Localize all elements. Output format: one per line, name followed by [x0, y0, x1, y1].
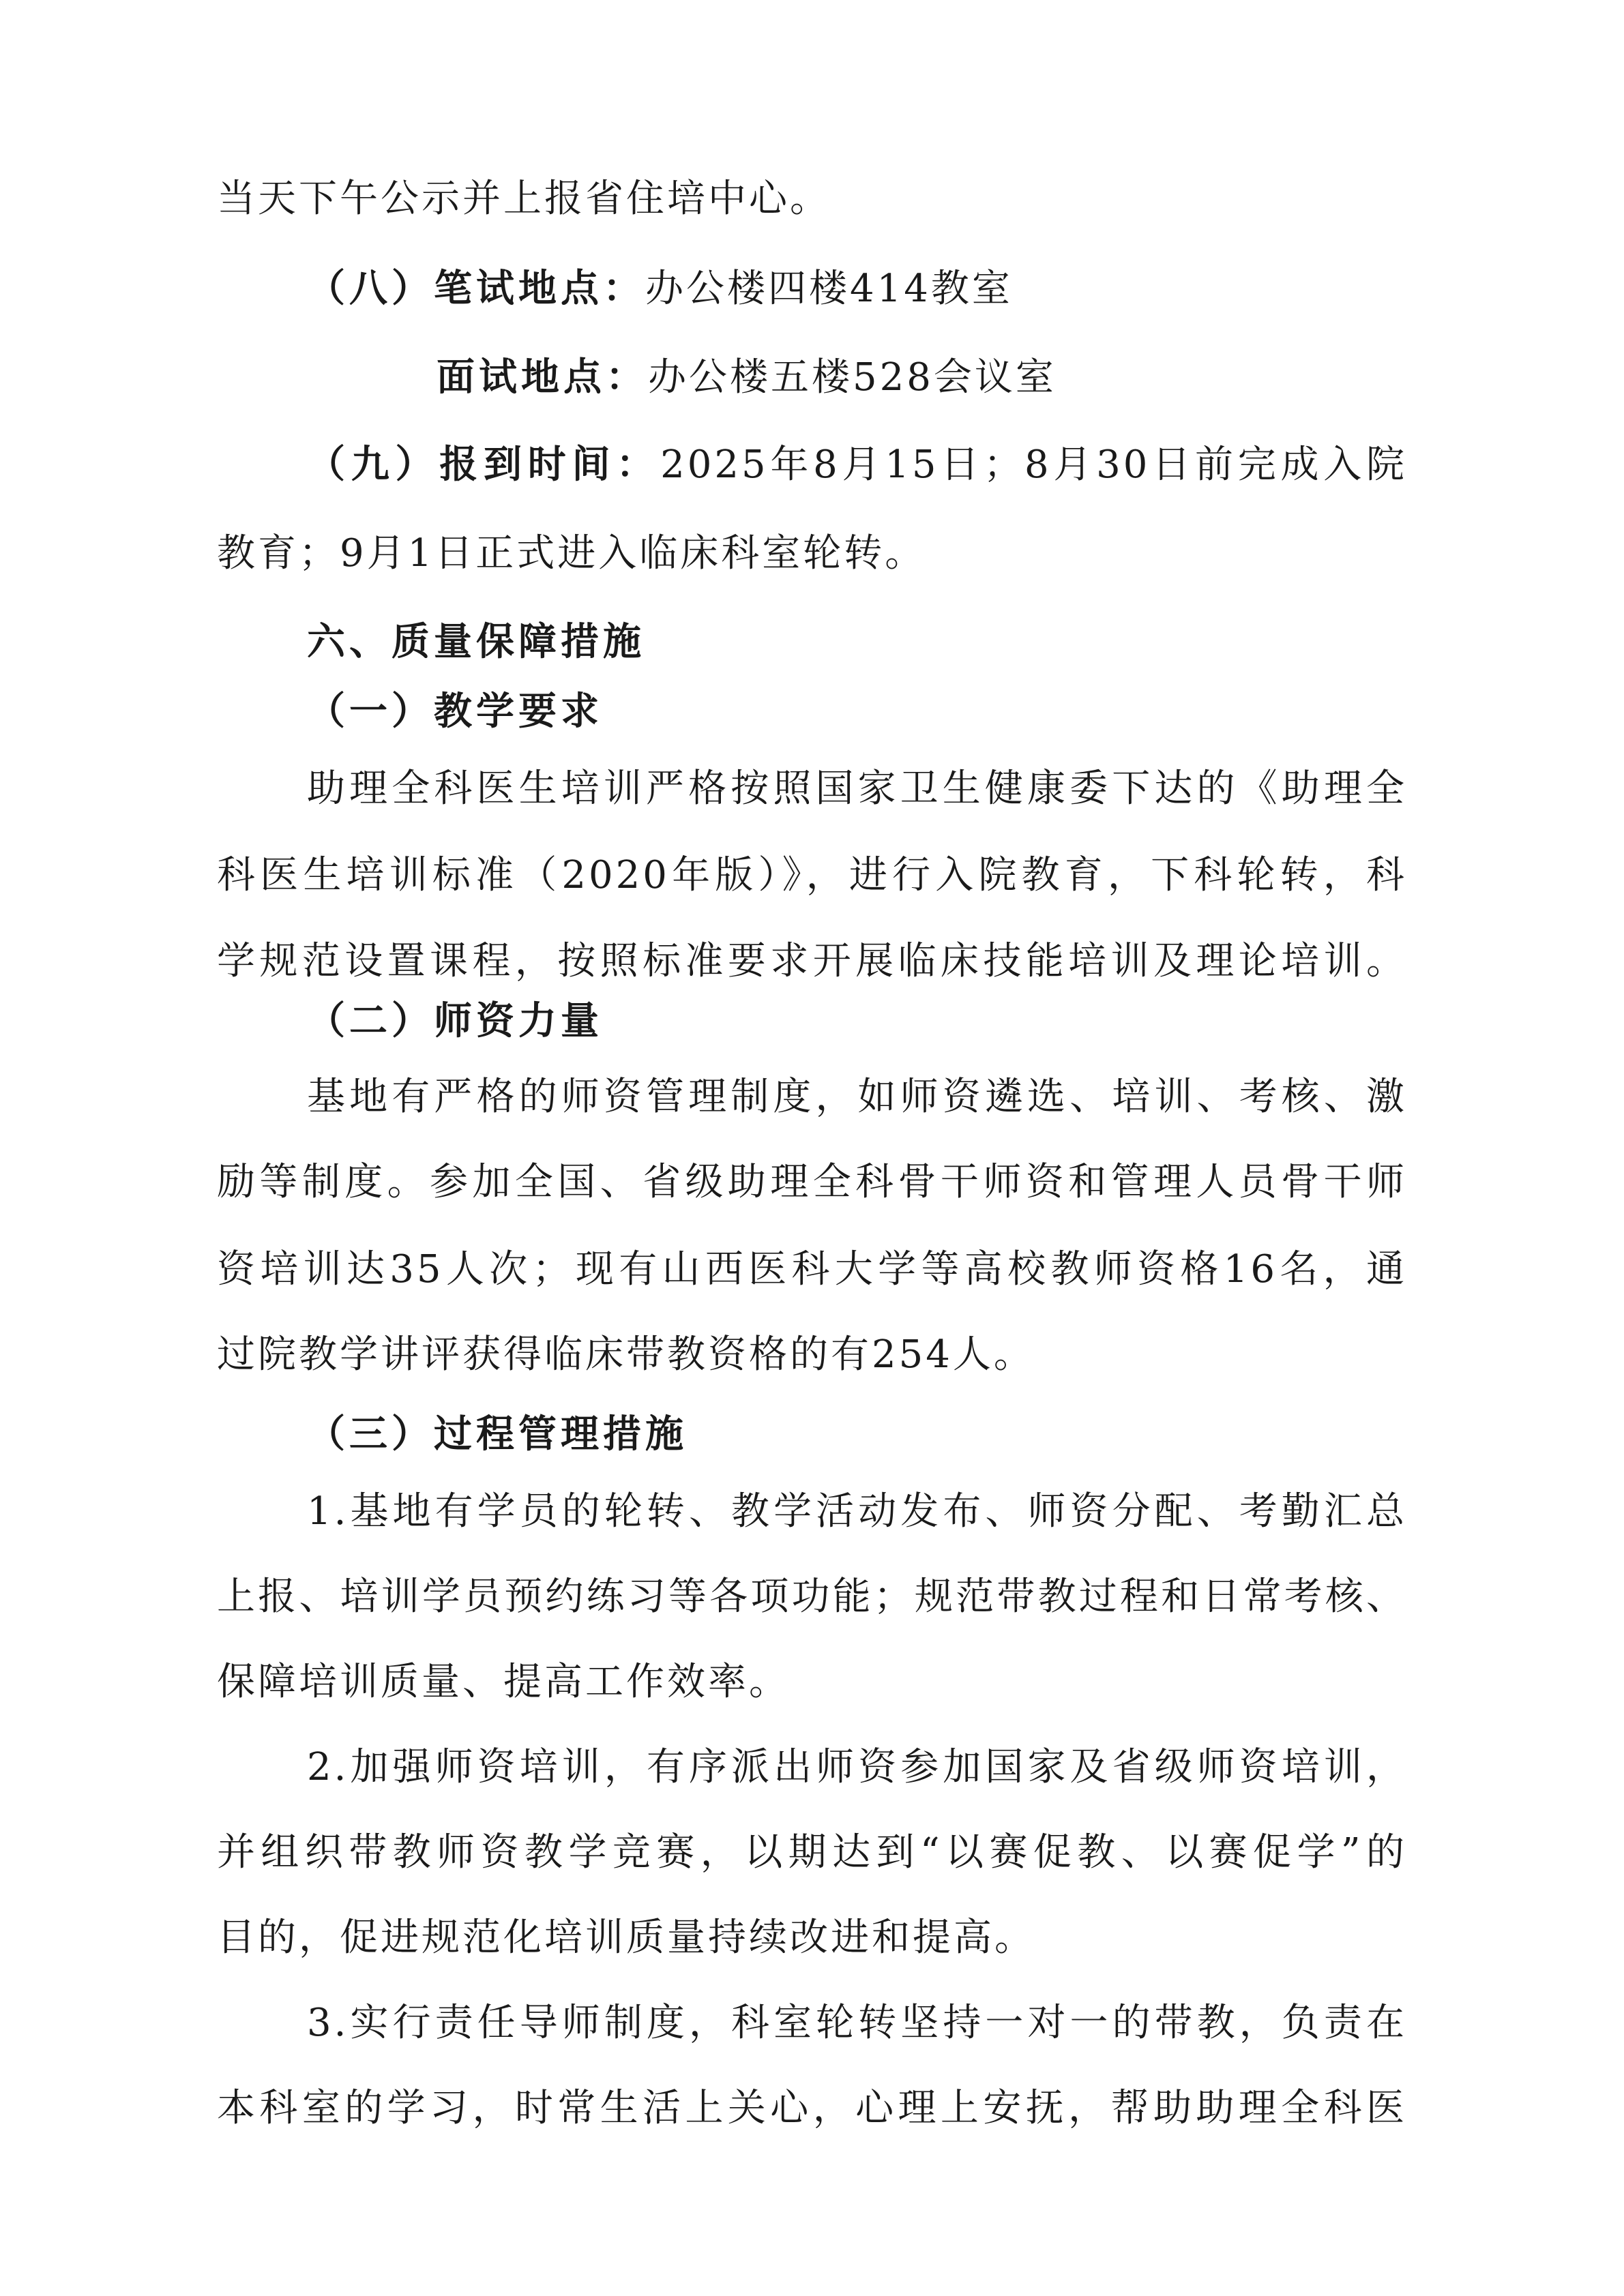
- paragraph-line: 本科室的学习，时常生活上关心，心理上安抚，帮助助理全科医: [217, 2086, 1407, 2130]
- body-line: 当天下午公示并上报省住培中心。: [217, 177, 831, 221]
- subsection-heading: （三）过程管理措施: [307, 1412, 688, 1457]
- interview-location-line: 面试地点：办公楼五楼528会议室: [437, 355, 1057, 400]
- section-heading: 六、质量保障措施: [307, 620, 645, 664]
- exam-location-line: （八）笔试地点：办公楼四楼414教室: [307, 267, 1013, 311]
- paragraph-line: 助理全科医生培训严格按照国家卫生健康委下达的《助理全: [307, 766, 1407, 811]
- paragraph-line: 并组织带教师资教学竞赛，以期达到“以赛促教、以赛促学”的: [217, 1830, 1407, 1875]
- paragraph-line: 保障培训质量、提高工作效率。: [217, 1660, 790, 1704]
- paragraph-line: 2.加强师资培训，有序派出师资参加国家及省级师资培训，: [307, 1745, 1407, 1789]
- item-heading: 面试地点：: [437, 355, 648, 400]
- paragraph-line: 基地有严格的师资管理制度，如师资遴选、培训、考核、激: [307, 1075, 1407, 1119]
- paragraph-line: 资培训达35人次；现有山西医科大学等高校教师资格16名，通: [217, 1247, 1407, 1292]
- paragraph-line: 1.基地有学员的轮转、教学活动发布、师资分配、考勤汇总: [307, 1489, 1407, 1534]
- paragraph-line: 上报、培训学员预约练习等各项功能；规范带教过程和日常考核、: [217, 1575, 1407, 1619]
- paragraph-line: 过院教学讲评获得临床带教资格的有254人。: [217, 1332, 1035, 1377]
- paragraph-line: 目的，促进规范化培训质量持续改进和提高。: [217, 1915, 1035, 1960]
- paragraph-line: 学规范设置课程，按照标准要求开展临床技能培训及理论培训。: [217, 939, 1407, 983]
- paragraph-line: 科医生培训标准（2020年版）》，进行入院教育，下科轮转，科: [217, 853, 1407, 897]
- paragraph-line: 3.实行责任导师制度，科室轮转坚持一对一的带教，负责在: [307, 2001, 1407, 2045]
- report-time-line: （九）报到时间：2025年8月15日；8月30日前完成入院: [307, 443, 1407, 487]
- item-heading: （九）报到时间：: [307, 443, 661, 487]
- paragraph-line: 励等制度。参加全国、省级助理全科骨干师资和管理人员骨干师: [217, 1160, 1407, 1204]
- subsection-heading: （一）教学要求: [307, 689, 603, 734]
- subsection-heading: （二）师资力量: [307, 999, 603, 1043]
- item-heading: （八）笔试地点：: [307, 267, 645, 311]
- body-line: 教育；9月1日正式进入临床科室轮转。: [217, 531, 926, 576]
